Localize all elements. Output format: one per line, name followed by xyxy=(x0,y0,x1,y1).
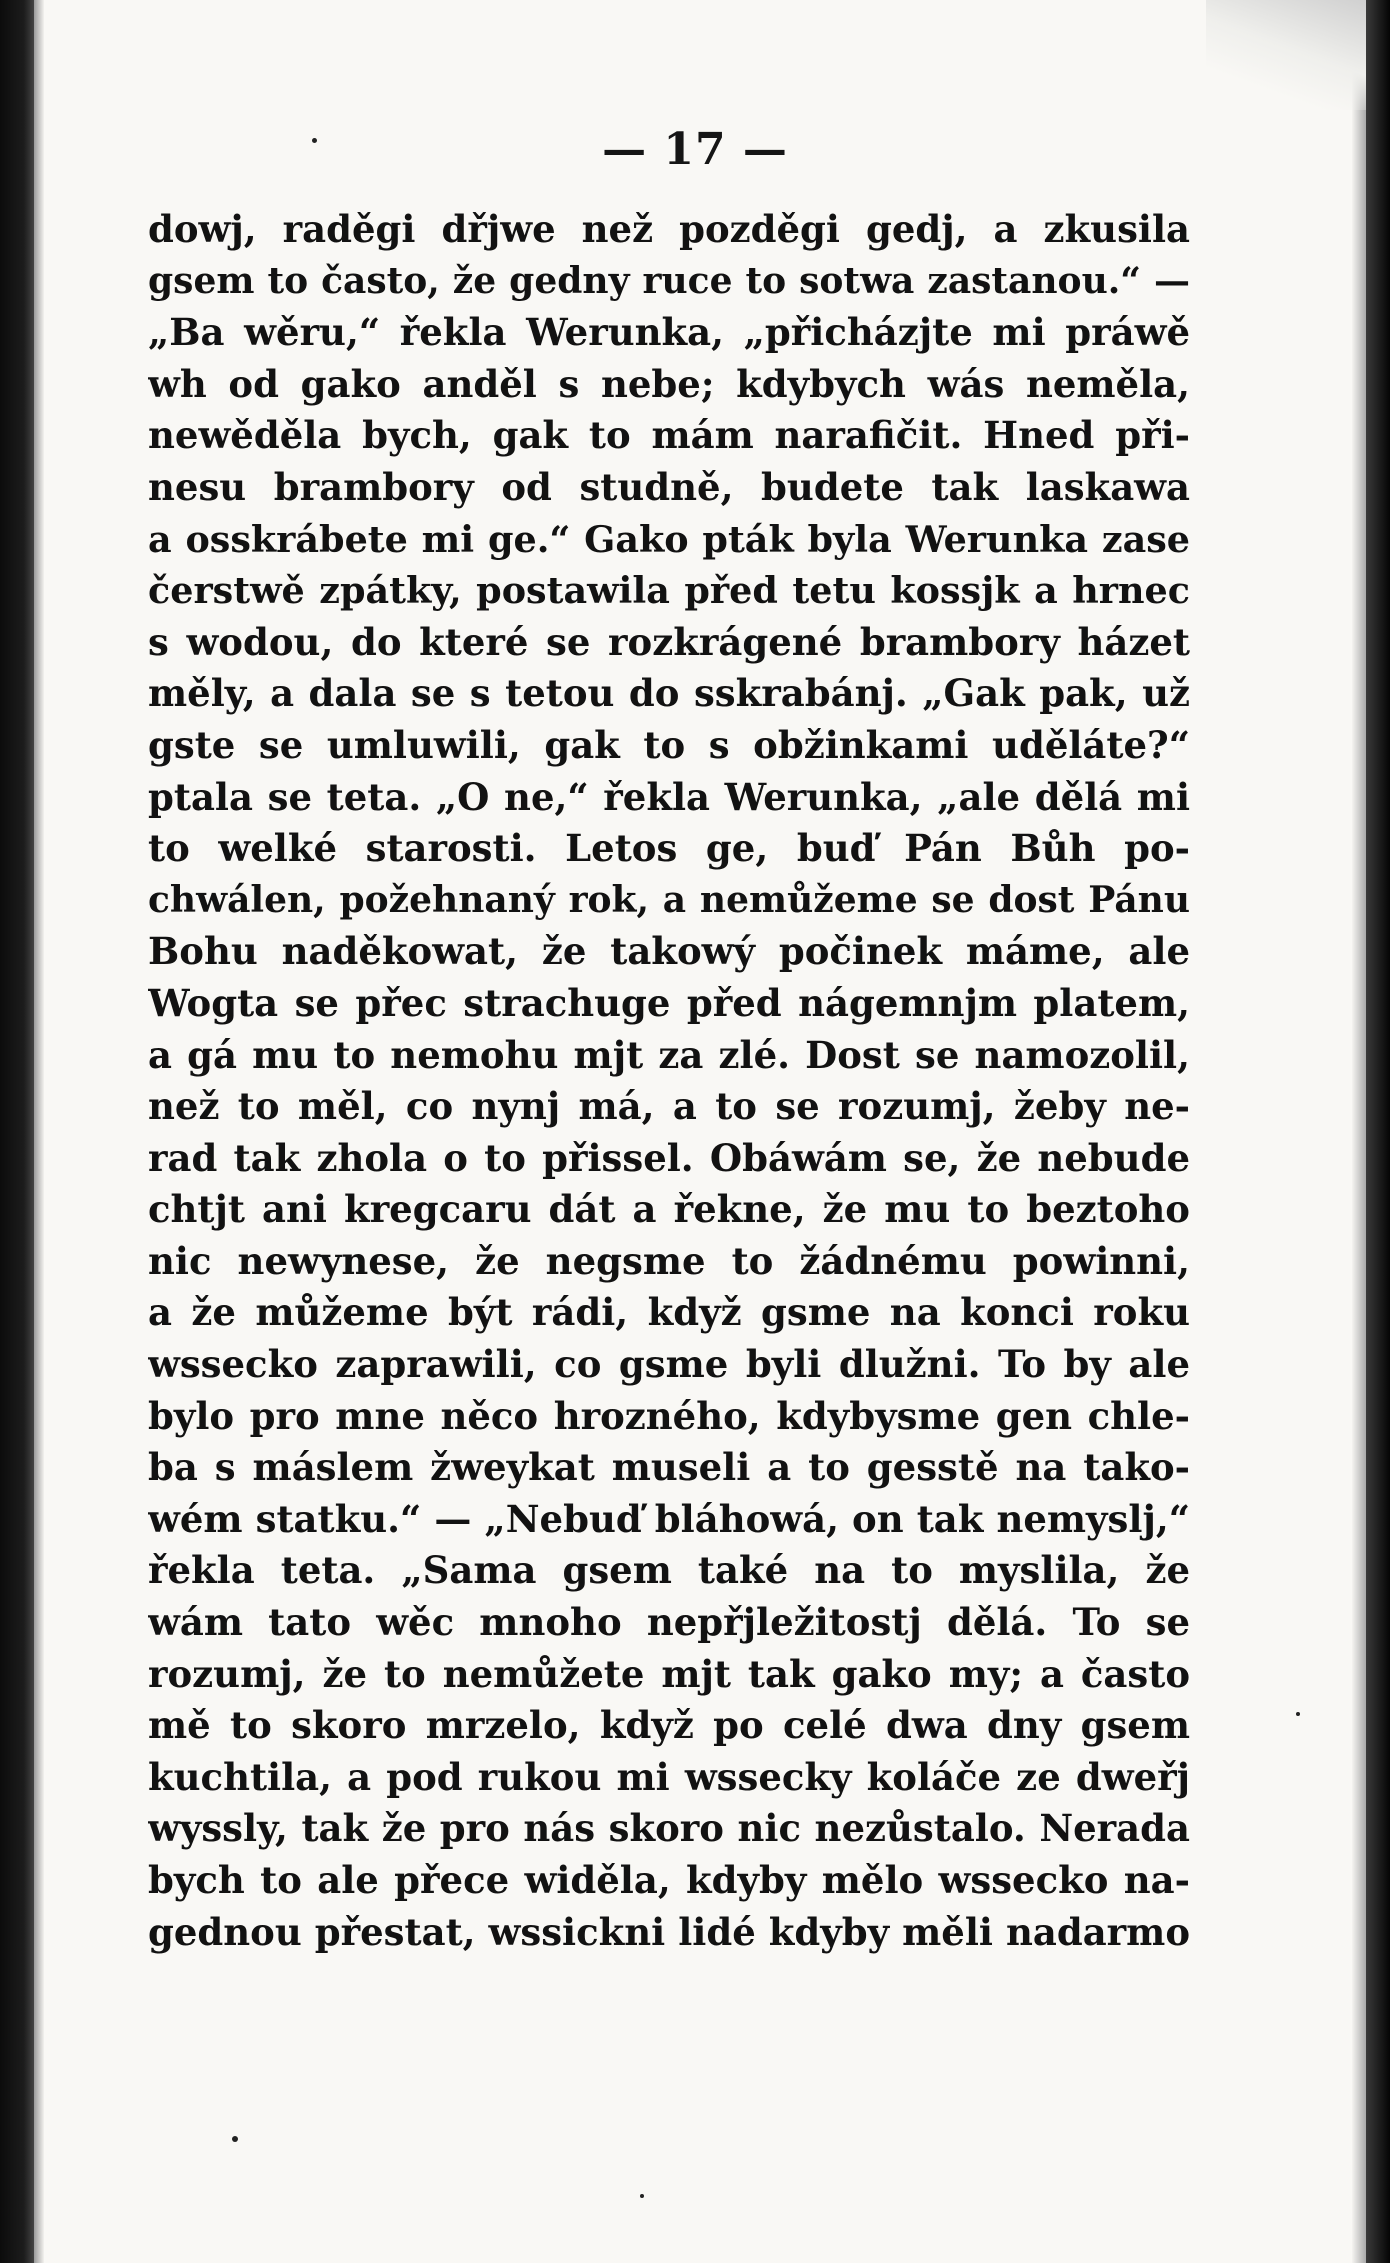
text-line: bylo pro mne něco hrozného, kdybysme gen chle- xyxy=(148,1393,1190,1438)
text-line: Bohu naděkowat, že takowý počinek máme, ale xyxy=(148,929,1190,974)
text-line: bych to ale přece widěla, kdyby mělo wsseckо na- xyxy=(148,1858,1190,1902)
text-line: „Ba wěru,“ řekla Werunka, „přicházjte mi práwě xyxy=(148,310,1190,355)
text-line: a gá mu to nemohu mjt za zlé. Dost se namozolil, xyxy=(148,1032,1190,1077)
text-line: wyssly, tak že pro nás skoro nic nezůstalo. Nerada xyxy=(148,1806,1190,1851)
left-binding-shadow xyxy=(0,0,34,2263)
text-line: nic newynese, že negsme to žádnému powinni, xyxy=(148,1238,1190,1283)
text-line: newěděla bych, gak to mám narafičit. Hned při- xyxy=(148,413,1190,458)
text-line: Wogta se přec strachuge před nágemnjm platem, xyxy=(148,980,1190,1025)
text-line: ba s máslem žweykat museli a to gesstě na tako- xyxy=(148,1445,1190,1490)
text-line: rozumj, že to nemůžete mjt tak gako my; a často xyxy=(148,1651,1190,1696)
text-line: měly, a dala se s tetou do sskrabánj. „Gak pak, už xyxy=(148,671,1190,716)
body-text xyxy=(148,204,1190,1958)
text-line: wsseckо zaprawili, co gsme byli dlužni. To by ale xyxy=(148,1342,1190,1387)
text-line: čerstwě zpátky, postawila před tetu kossjk a hrnec xyxy=(148,569,1190,613)
text-line: to welké starosti. Letos ge, buď Pán Bůh po- xyxy=(148,826,1190,871)
text-line: gsem to často, že gedny ruce to sotwa zastanou.“ — xyxy=(148,259,1190,302)
text-line: s wodou, do které se rozkrágené brambory házet xyxy=(148,619,1190,664)
text-line: wám tato wěc mnoho nepřjležitostj dělá. To se xyxy=(148,1600,1190,1645)
text-line: dowj, raděgi dřjwe než pozděgi gedj, a zkusila xyxy=(148,207,1190,251)
text-line: wém statku.“ — „Nebuď bláhowá, on tak nemyslj,“ xyxy=(148,1496,1190,1541)
text-line: nesu brambory od studně, budete tak laskawa xyxy=(148,464,1190,509)
text-line: a osskrábete mi ge.“ Gako pták byla Werunka zase xyxy=(148,517,1190,561)
text-line: než to měl, co nynj má, a to se rozumj, žeby ne- xyxy=(148,1084,1190,1129)
right-binding-shadow xyxy=(1366,0,1390,2263)
text-line: mě to skoro mrzelo, když po celé dwa dny gsem xyxy=(148,1703,1190,1748)
right-page-fold xyxy=(1352,0,1366,2263)
paper-speck xyxy=(1296,1712,1300,1716)
paper-speck xyxy=(232,2136,238,2142)
text-line: chtjt ani kregcaru dát a řekne, že mu to beztoho xyxy=(148,1187,1190,1232)
text-line: chwálen, požehnaný rok, a nemůžeme se dost Pánu xyxy=(148,878,1190,921)
text-line: gste se umluwili, gak to s obžinkami uděláte?“ xyxy=(148,722,1190,767)
text-line: a že můžeme být rádi, když gsme na konci roku xyxy=(148,1290,1190,1335)
left-page-fold xyxy=(34,0,44,2263)
text-line: řekla teta. „Sama gsem také na to myslila, že xyxy=(148,1548,1190,1593)
text-line: wh od gako anděl s nebe; kdybych wás neměla, xyxy=(148,361,1190,406)
text-line: gednou přestat, wssickni lidé kdyby měli nadarmo xyxy=(148,1909,1190,1954)
paper-speck xyxy=(640,2194,644,2198)
text-line: rad tak zhola o to přissel. Obáwám se, že nebude xyxy=(148,1135,1190,1180)
page-corner-curl xyxy=(1206,0,1366,110)
page-number: — 17 — xyxy=(602,124,788,175)
text-line: kuchtila, a pod rukou mi wssecky koláče ze dweřj xyxy=(148,1754,1190,1799)
text-line: ptala se teta. „O ne,“ řekla Werunka, „ale dělá mi xyxy=(148,774,1190,819)
